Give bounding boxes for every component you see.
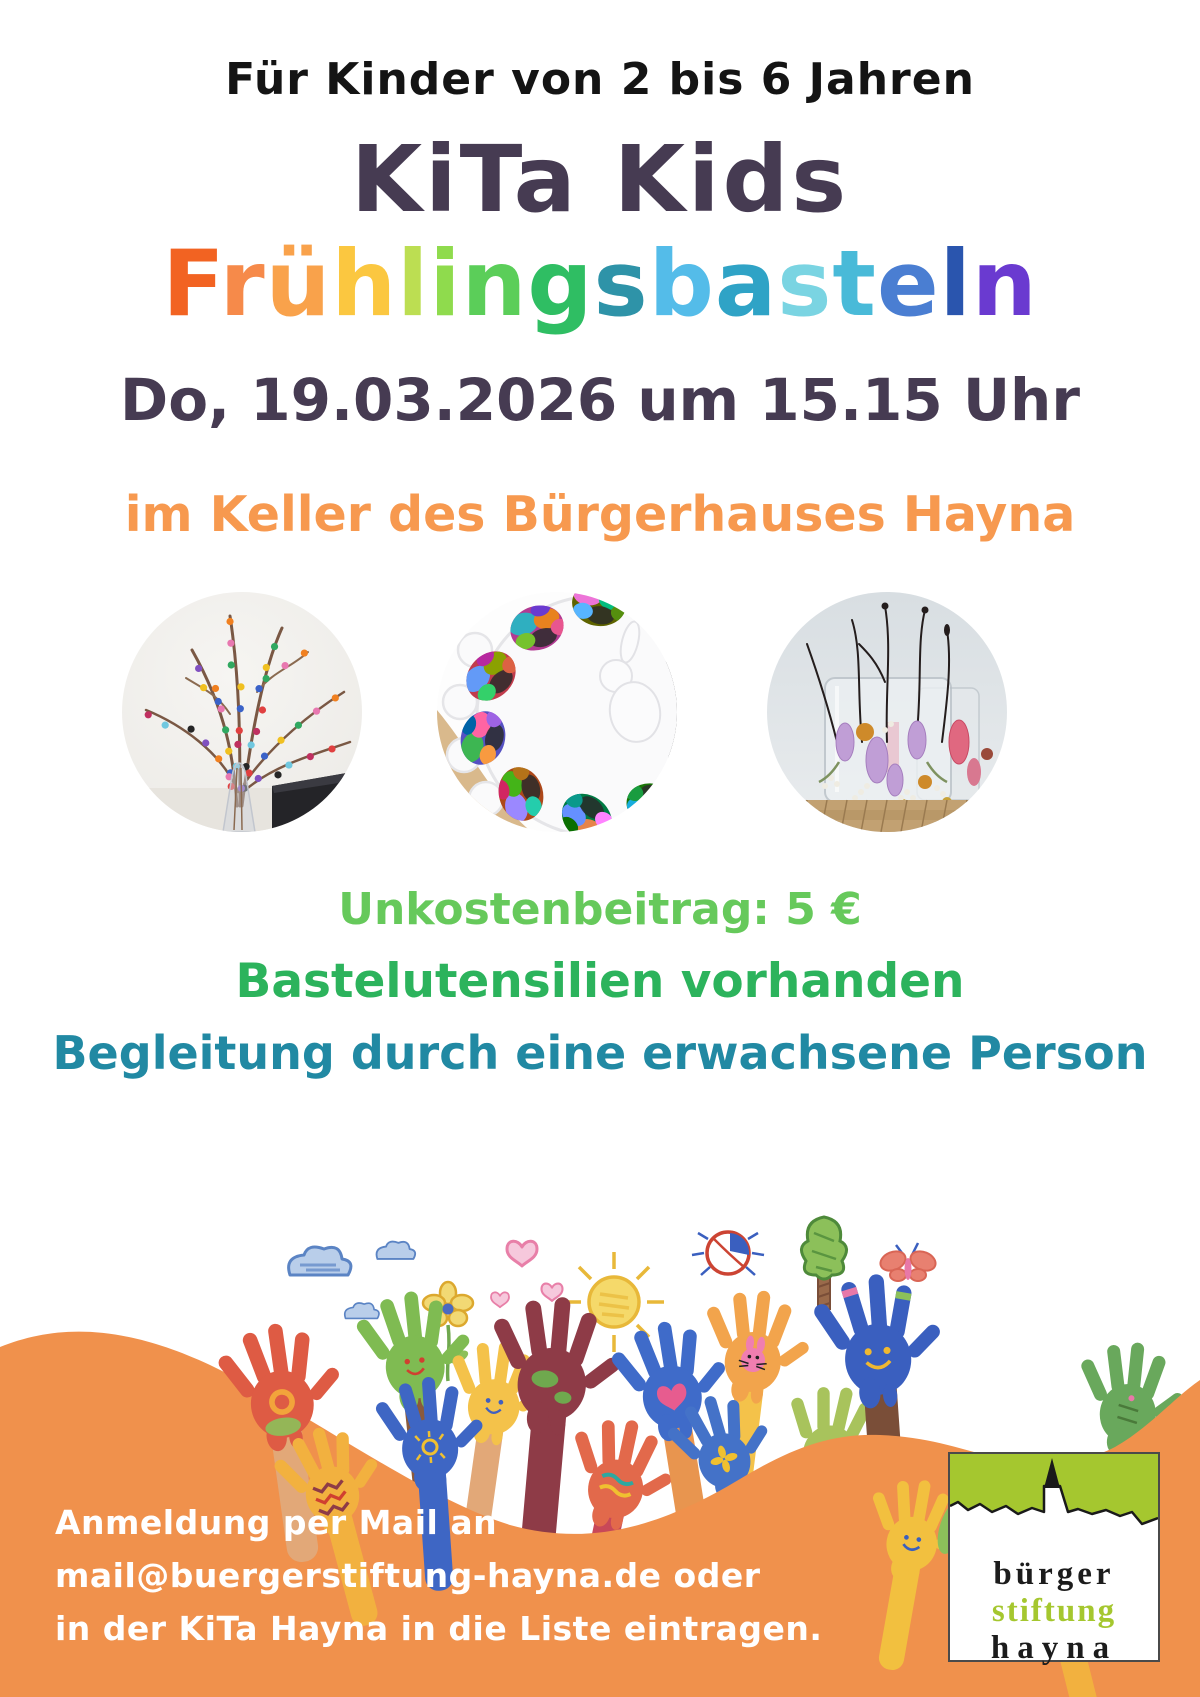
- rainbow-letter: g: [527, 232, 594, 337]
- pompom-branches-photo: [122, 592, 362, 832]
- tissue-paper-eggs-photo: [437, 592, 677, 832]
- doodle-butterfly: [878, 1243, 939, 1281]
- village-skyline-icon: [950, 1454, 1158, 1548]
- audience-line: Für Kinder von 2 bis 6 Jahren: [225, 54, 975, 105]
- rainbow-letter: l: [939, 232, 972, 337]
- location-line: im Keller des Bürgerhauses Hayna: [124, 486, 1076, 543]
- eggs-art: [437, 592, 677, 832]
- rainbow-letter: e: [876, 232, 940, 337]
- doodle-hearts: [491, 1241, 563, 1307]
- dried-flower-jar-photo: [767, 592, 1007, 832]
- subtitle-rainbow: [0, 232, 1200, 337]
- rainbow-letter: n: [971, 232, 1038, 337]
- rainbow-letter: ü: [265, 232, 332, 337]
- rainbow-letter: i: [429, 232, 462, 337]
- materials-line: Bastelutensilien vorhanden: [235, 954, 965, 1009]
- date-line: Do, 19.03.2026 um 15.15 Uhr: [120, 366, 1080, 434]
- rainbow-letter: n: [461, 232, 528, 337]
- logo-word-buerger: bürger: [993, 1556, 1115, 1592]
- doodle-clouds: [289, 1242, 416, 1319]
- doodle-tree: [801, 1217, 846, 1309]
- pompom-branches-art: [122, 592, 362, 832]
- logo-word-hayna: hayna: [990, 1630, 1118, 1666]
- rainbow-letter: t: [832, 232, 877, 337]
- registration-line-1: Anmeldung per Mail an: [55, 1503, 498, 1542]
- dried-flowers-art: [767, 592, 1007, 832]
- rainbow-letter: s: [593, 232, 649, 337]
- rainbow-letter: a: [714, 232, 778, 337]
- rainbow-letter: s: [777, 232, 833, 337]
- rainbow-letter: F: [162, 232, 220, 337]
- rainbow-letter: h: [331, 232, 398, 337]
- fee-line: Unkostenbeitrag: 5 €: [338, 884, 862, 935]
- doodle-ladybug: [692, 1232, 764, 1275]
- page-title: KiTa Kids: [350, 126, 850, 233]
- buergerstiftung-hayna-logo: [948, 1452, 1160, 1666]
- rainbow-letter: r: [219, 232, 266, 337]
- rainbow-letter: b: [648, 232, 715, 337]
- rope-base: [791, 800, 985, 832]
- registration-line-3: in der KiTa Hayna in die Liste eintragen.: [55, 1609, 823, 1648]
- rainbow-letter: l: [397, 232, 430, 337]
- registration-line-2-email: mail@buergerstiftung-hayna.de oder: [55, 1556, 761, 1595]
- logo-word-stiftung: stiftung: [991, 1593, 1117, 1629]
- registration-info: [55, 1496, 822, 1655]
- accompaniment-line: Begleitung durch eine erwachsene Person: [52, 1026, 1148, 1080]
